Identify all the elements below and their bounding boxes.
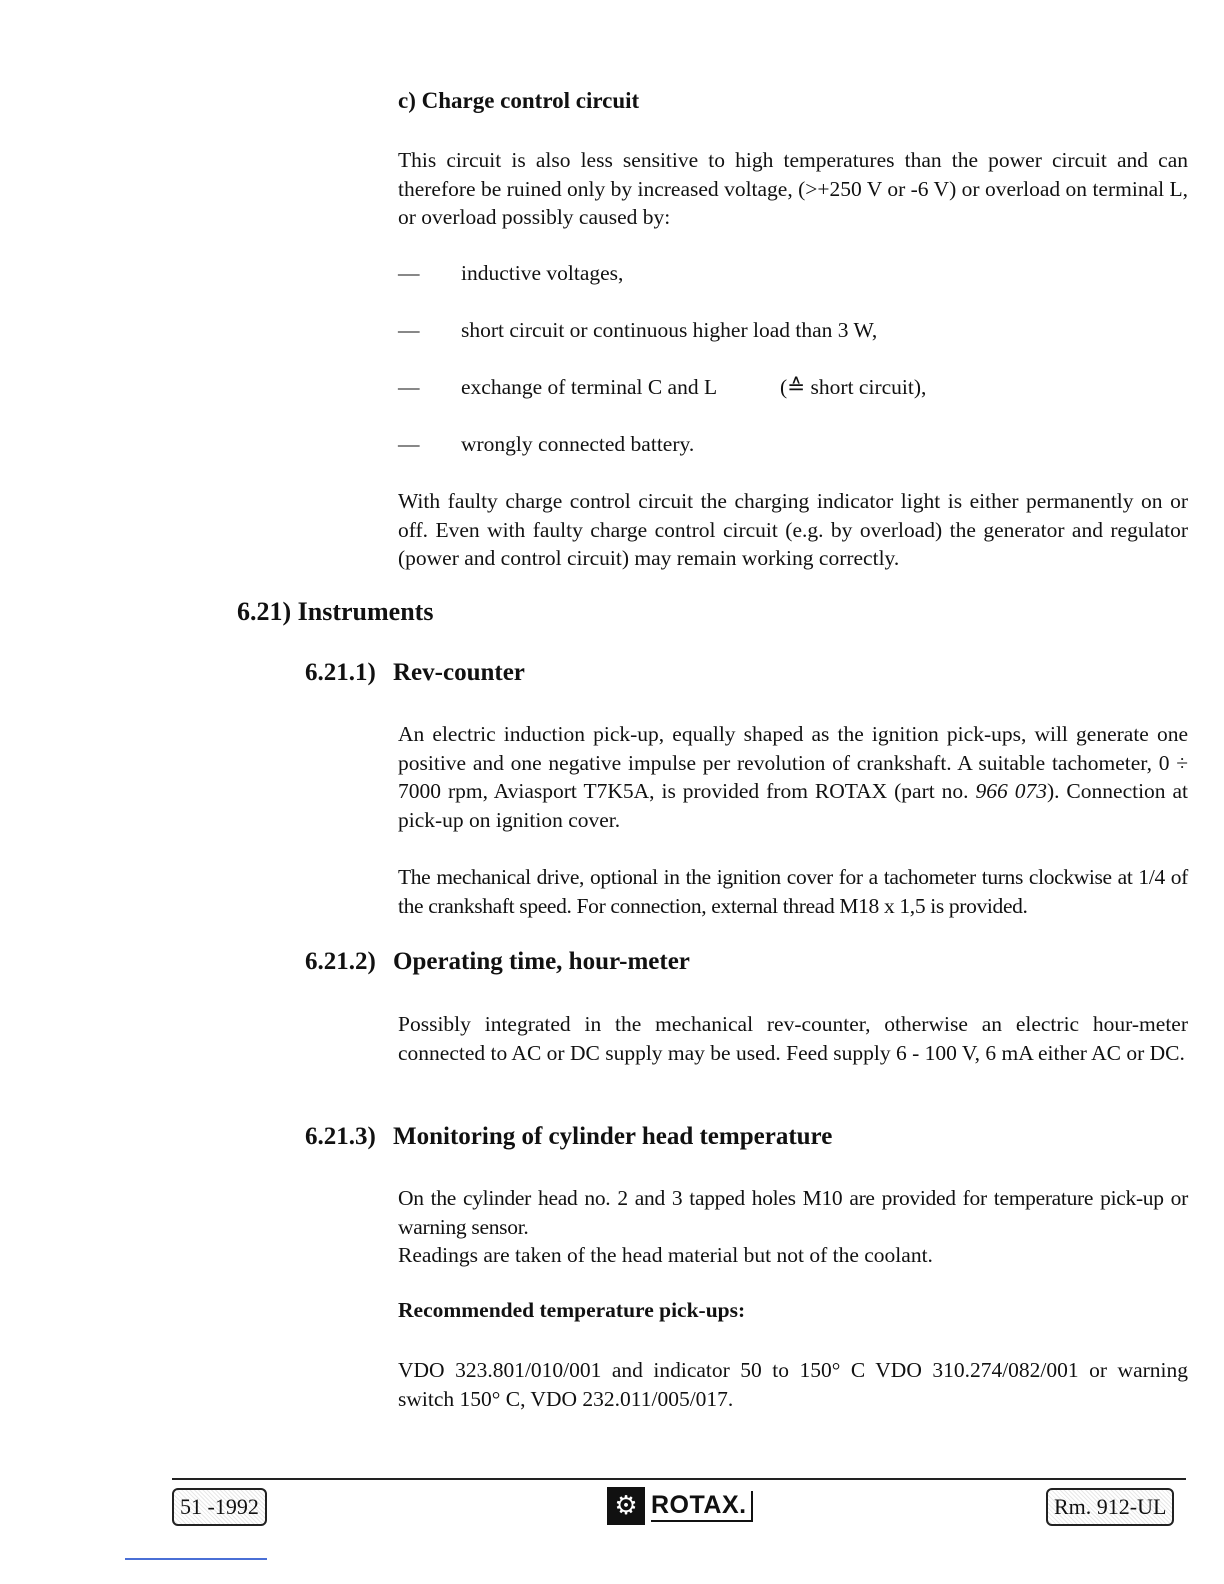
logo-text: ROTAX. — [651, 1491, 753, 1522]
rev-counter-paragraph-2: The mechanical drive, optional in the ignition cover for a tachometer turns clockwise at 1/4 of the crankshaft speed. For connection, external thread M18 x 1,5 is provided. — [398, 865, 1188, 918]
bullet-dash: — — [398, 375, 420, 399]
footer-doc-ref-box: Rm. 912-UL — [1046, 1488, 1174, 1526]
subsection-number: 6.21.2) — [305, 948, 376, 975]
list-item-note: (≙ short circuit), — [780, 375, 927, 399]
cylinder-temp-paragraph-1: On the cylinder head no. 2 and 3 tapped holes M10 are provided for temperature pick-up or warning sensor. — [398, 1186, 1188, 1239]
pickups-heading: Recommended temperature pick-ups: — [398, 1298, 746, 1322]
pickups-text: VDO 323.801/010/001 and indicator 50 to 150° C VDO 310.274/082/001 or warning switch 150° C, VDO 232.011/005/017. — [398, 1358, 1188, 1411]
list-item-text: short circuit or continuous higher load than 3 W, — [461, 318, 878, 342]
subsection-number: 6.21.1) — [305, 659, 376, 686]
subsection-heading-hour-meter — [305, 948, 905, 980]
part-number: 966 073 — [975, 779, 1047, 803]
subsection-title: Operating time, hour-meter — [393, 948, 690, 975]
bullet-dash: — — [398, 261, 420, 285]
subsection-heading-rev-counter — [305, 659, 905, 691]
list-item-text: inductive voltages, — [461, 261, 624, 285]
rev-counter-text-a: An electric induction pick-up, equally shaped as the ignition pick-ups, will generate one positive and one negative impulse per revolution of crankshaft. A suitable tachometer, 0 ÷ 7000 rpm, Aviasport T7K5A, is provided from ROTAX (part no. — [398, 722, 1188, 803]
subsection-number: 6.21.3) — [305, 1123, 376, 1150]
footer-date-box: 51 -1992 — [172, 1488, 267, 1526]
list-item-text: exchange of terminal C and L — [461, 375, 718, 399]
rev-counter-text-b: ). Connection at pick-up on ignition cover. — [398, 779, 1189, 832]
section-heading-instruments: 6.21) Instruments — [237, 597, 434, 626]
subsection-title: Monitoring of cylinder head temperature — [393, 1123, 833, 1150]
rotax-logo — [607, 1486, 753, 1526]
bottom-edge-line — [125, 1558, 267, 1560]
hour-meter-paragraph: Possibly integrated in the mechanical rev-counter, otherwise an electric hour-meter connected to AC or DC supply may be used. Feed supply 6 - 100 V, 6 mA either AC or DC. — [398, 1012, 1188, 1065]
gear-icon: ⚙ — [607, 1487, 645, 1525]
bullet-dash: — — [398, 318, 420, 342]
subsection-heading-cylinder-temp — [305, 1123, 1005, 1155]
section-c-closing: With faulty charge control circuit the charging indicator light is either permanently on or off. Even with faulty charge control circuit (e.g. by overload) the generator and regulator (power and control circuit) may remain working correctly. — [398, 489, 1188, 570]
section-c-intro: This circuit is also less sensitive to high temperatures than the power circuit and can therefore be ruined only by increased voltage, (>+250 V or -6 V) or overload on terminal L, or overload possibly caused by: — [398, 148, 1188, 229]
rev-counter-paragraph-1 — [398, 720, 1188, 834]
bullet-dash: — — [398, 432, 420, 456]
cylinder-temp-paragraph-2: Readings are taken of the head material but not of the coolant. — [398, 1243, 933, 1267]
subsection-title: Rev-counter — [393, 659, 525, 686]
list-item-text: wrongly connected battery. — [461, 432, 695, 456]
footer-divider — [172, 1478, 1186, 1480]
section-c-heading: c) Charge control circuit — [398, 88, 640, 113]
